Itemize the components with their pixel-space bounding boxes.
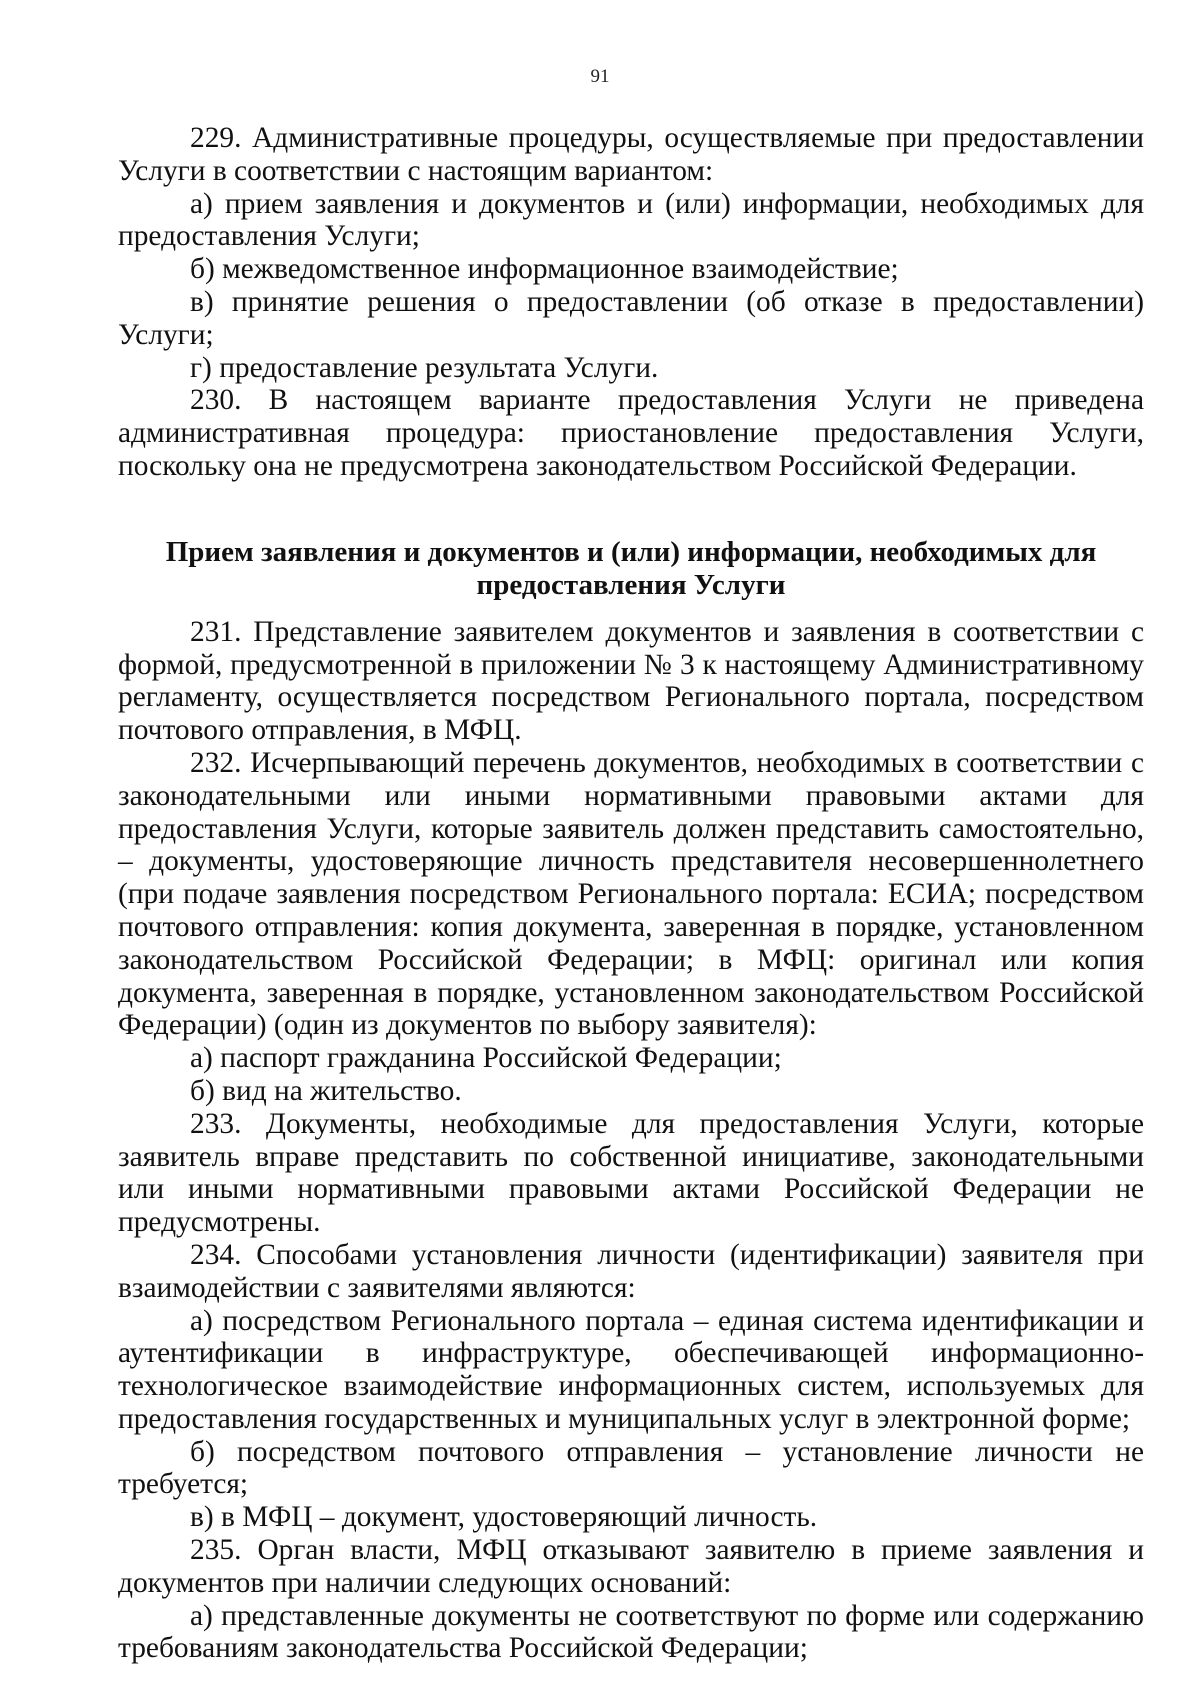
page-number: 91 [590,66,610,87]
list-item-229-a: а) прием заявления и документов и (или) информации, необходимых для предоставления Услуги; [118,187,1144,253]
section-heading [118,536,1144,602]
paragraph-230: 230. В настоящем варианте предоставления Услуги не приведена административная процедура: приостановление предоставления Услуги, поскольку она не предусмотрена законодательством Российской Федерации. [118,384,1144,482]
paragraph-234: 234. Способами установления личности (идентификации) заявителя при взаимодействии с заявителями являются: [118,1238,1144,1304]
section-heading-line-1: Прием заявления и документов и (или) информации, необходимых для [165,535,1097,568]
paragraph-229: 229. Административные процедуры, осуществляемые при предоставлении Услуги в соответствии с настоящим вариантом: [118,122,1144,187]
paragraph-231: 231. Представление заявителем документов и заявления в соответствии с формой, предусмотренной в приложении № 3 к настоящему Административному регламенту, осуществляется посредством Регионального портала, посредством почтового отправления, в МФЦ. [118,615,1144,747]
paragraph-235: 235. Орган власти, МФЦ отказывают заявителю в приеме заявления и документов при наличии следующих оснований: [118,1534,1144,1599]
paragraph-233: 233. Документы, необходимые для предоставления Услуги, которые заявитель вправе представить по собственной инициативе, законодательными или иными нормативными правовыми актами Российской Федерации не предусмотрены. [118,1107,1144,1239]
list-item-232-b: б) вид на жительство. [190,1074,462,1107]
paragraph-232: 232. Исчерпывающий перечень документов, необходимых в соответствии с законодательными или иными нормативными правовыми актами для предоставления Услуги, которые заявитель должен представить самостоятельно, – документы, удостоверяющие личность представителя несовершеннолетнего (при подаче заявления посредством Регионального портала: ЕСИА; посредством почтового отправления: копия документа, заверенная в порядке, установленном законодательством Российской Федерации; в МФЦ: оригинал или копия документа, заверенная в порядке, установленном законодательством Российской Федерации) (один из документов по выбору заявителя): [118,746,1144,1042]
list-item-234-a: а) посредством Регионального портала – единая система идентификации и аутентификации в инфраструктуре, обеспечивающей информационно-технологическое взаимодействие информационных систем, используемых для предоставления государственных и муниципальных услуг в электронной форме; [118,1304,1144,1435]
list-item-235-a: а) представленные документы не соответствуют по форме или содержанию требованиям законодательства Российской Федерации; [118,1599,1144,1665]
list-item-229-b: б) межведомственное информационное взаимодействие; [190,253,899,286]
list-item-229-g: г) предоставление результата Услуги. [190,351,659,384]
document-body [118,122,1144,1665]
list-item-234-v: в) в МФЦ – документ, удостоверяющий личность. [190,1501,818,1534]
list-item-234-b: б) посредством почтового отправления – установление личности не требуется; [118,1435,1144,1501]
list-item-232-a: а) паспорт гражданина Российской Федерации; [190,1042,782,1075]
list-item-229-v: в) принятие решения о предоставлении (об отказе в предоставлении) Услуги; [118,285,1144,351]
section-heading-line-2: предоставления Услуги [476,568,786,601]
